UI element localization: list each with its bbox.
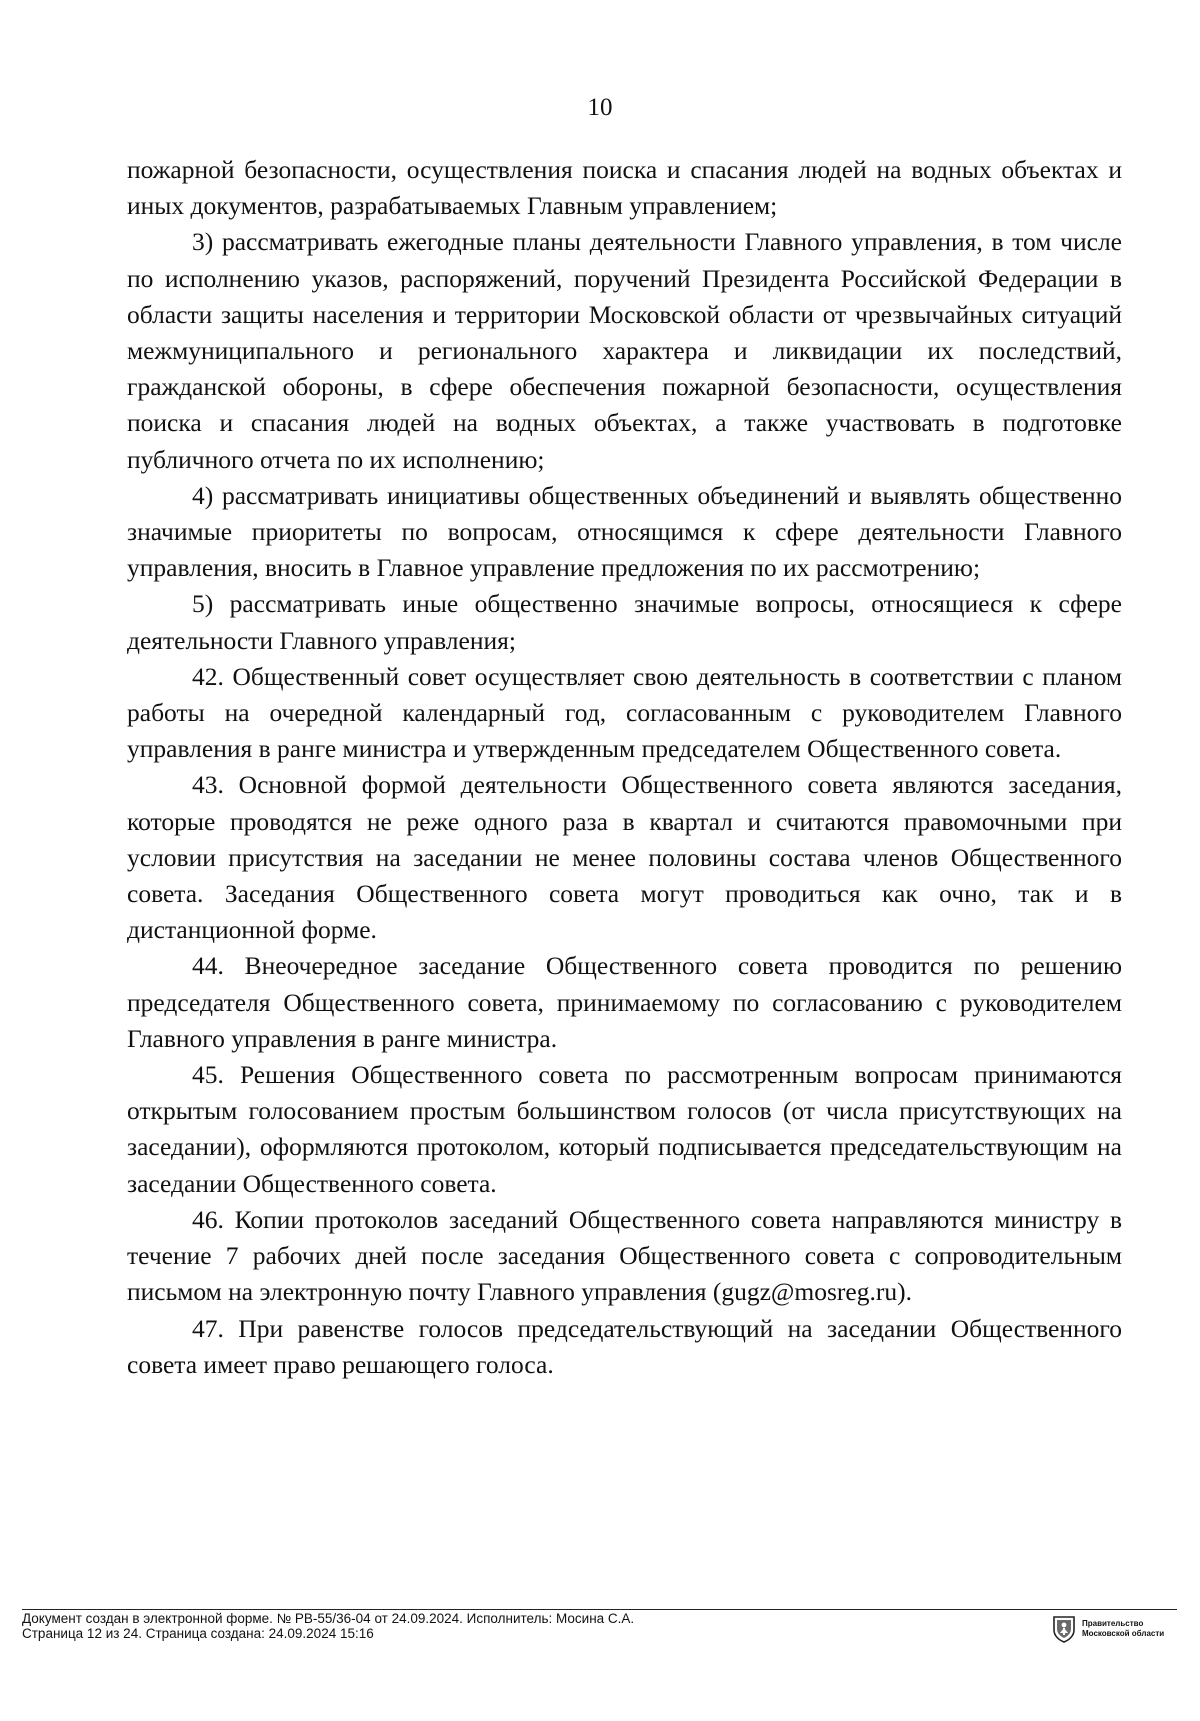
footer-document-info: Документ создан в электронной форме. № РВ-55/36-04 от 24.09.2024. Исполнитель: Мосина С.А. bbox=[22, 1611, 635, 1626]
logo-line-2: Московской области bbox=[1082, 1629, 1165, 1638]
paragraph-clause-45: 45. Решения Общественного совета по рассмотренным вопросам принимаются открытым голосованием простым большинством голосов (от числа присутствующих на заседании), оформляются протоколом, который подписывается председательствующим на заседании Общественного совета. bbox=[127, 1060, 1122, 1198]
paragraph-clause-42: 42. Общественный совет осуществляет свою деятельность в соответствии с планом работы на очередной календарный год, согласованным с руководителем Главного управления в ранге министра и утвержденным председателем Общественного совета. bbox=[127, 661, 1122, 764]
paragraph-item-5: 5) рассматривать иные общественно значимые вопросы, относящиеся к сфере деятельности Главного управления; bbox=[127, 589, 1122, 655]
footer-info bbox=[22, 1611, 1022, 1641]
footer-page-info: Страница 12 из 24. Страница создана: 24.09.2024 15:16 bbox=[22, 1626, 374, 1641]
paragraph-clause-46: 46. Копии протоколов заседаний Общественного совета направляются министру в течение 7 рабочих дней после заседания Общественного совета с сопроводительным письмом на электронную почту Главного управления (gugz@mosreg.ru). bbox=[127, 1204, 1122, 1307]
paragraph-clause-43: 43. Основной формой деятельности Общественного совета являются заседания, которые проводятся не реже одного раза в квартал и считаются правомочными при условии присутствия на заседании не менее половины состава членов Общественного совета. Заседания Общественного совета могут проводиться как очно, так и в дистанционной форме. bbox=[127, 770, 1122, 945]
logo-line-1: Правительство bbox=[1082, 1619, 1144, 1628]
paragraph-clause-47: 47. При равенстве голосов председательствующий на заседании Общественного совета имеет право решающего голоса. bbox=[127, 1313, 1122, 1379]
paragraph-item-3: 3) рассматривать ежегодные планы деятельности Главного управления, в том числе по исполнению указов, распоряжений, поручений Президента Российской Федерации в области защиты населения и территории Московской области от чрезвычайных ситуаций межмуниципального и регионального характера и ликвидации их последствий, гражданской обороны, в сфере обеспечения пожарной безопасности, осуществления поиска и спасания людей на водных объектах, а также участвовать в подготовке публичного отчета по их исполнению; bbox=[127, 227, 1122, 474]
document-body bbox=[127, 152, 1122, 1383]
paragraph-item-4: 4) рассматривать инициативы общественных объединений и выявлять общественно значимые приоритеты по вопросам, относящимся к сфере деятельности Главного управления, вносить в Главное управление предложения по их рассмотрению; bbox=[127, 480, 1122, 583]
paragraph-continuation: пожарной безопасности, осуществления поиска и спасания людей на водных объектах и иных документов, разрабатываемых Главным управлением; bbox=[127, 155, 1122, 221]
logo-caption bbox=[1082, 1619, 1164, 1639]
footer-divider bbox=[22, 1609, 1177, 1610]
government-logo bbox=[1052, 1615, 1164, 1643]
page-number: 10 bbox=[587, 94, 613, 121]
coat-of-arms-icon bbox=[1052, 1615, 1076, 1643]
paragraph-clause-44: 44. Внеочередное заседание Общественного совета проводится по решению председателя Общественного совета, принимаемому по согласованию с руководителем Главного управления в ранге министра. bbox=[127, 951, 1122, 1053]
